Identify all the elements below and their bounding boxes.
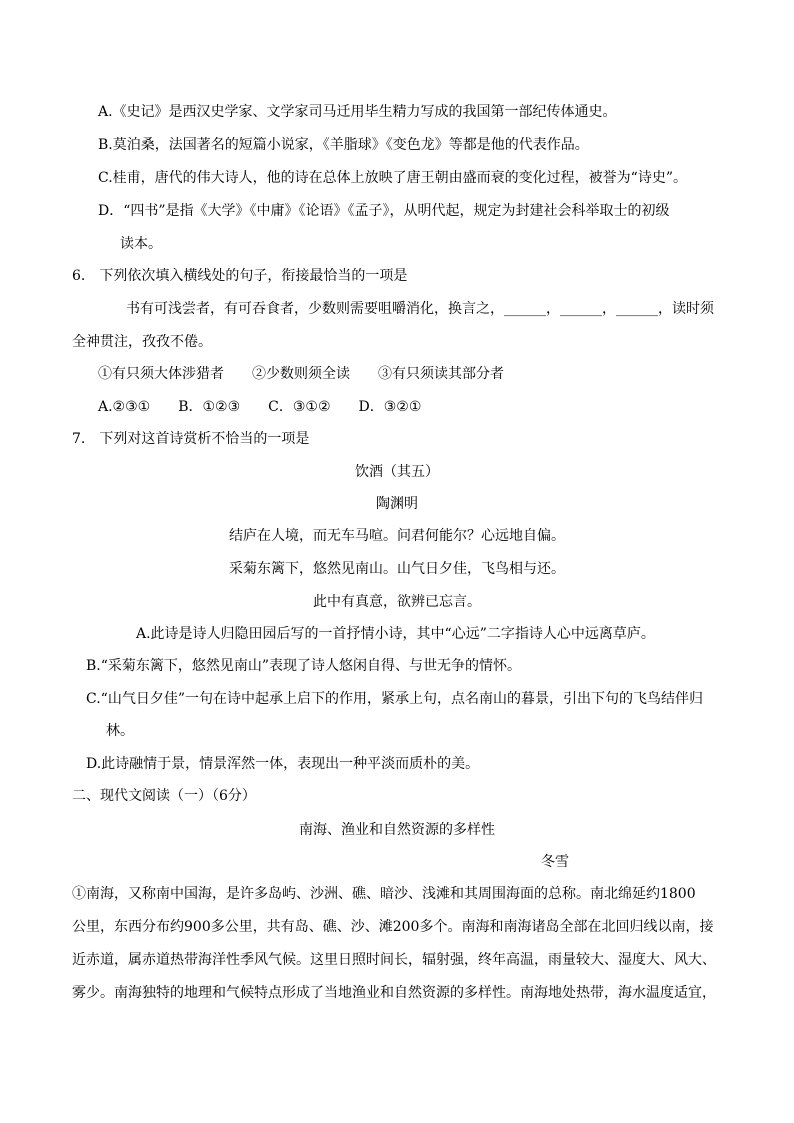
q7-stem: 7. 下列对这首诗赏析不恰当的一项是 bbox=[72, 431, 310, 447]
article-author: 冬雪 bbox=[541, 854, 569, 870]
q6-passage-line2: 全神贯注，孜孜不倦。 bbox=[72, 334, 212, 350]
paragraph-line-2: 公里，东西分布约900多公里，共有岛、礁、沙、滩200多个。南海和南海诸岛全部在北回归线以南，接 bbox=[72, 919, 714, 935]
q7-option-b: B.“采菊东篱下，悠然见南山”表现了诗人悠闲自得、与世无争的情怀。 bbox=[86, 658, 522, 674]
q6-choices: ①有只须大体涉猎者 ②少数则须全读 ③有只须读其部分者 bbox=[98, 366, 504, 382]
q5-option-d-line1: D．“四书”是指《大学》《中庸》《论语》《孟子》，从明代起，规定为封建社会科举取士的初级 bbox=[98, 203, 670, 219]
q7-option-c-line1: C.“山气日夕佳”一句在诗中起承上启下的作用，紧承上句，点名南山的暮景，引出下句的飞鸟结伴归 bbox=[86, 691, 703, 707]
q7-option-d: D.此诗融情于景，情景浑然一体，表现出一种平淡而质朴的美。 bbox=[86, 756, 480, 772]
poem-line-3: 此中有真意，欲辨已忘言。 bbox=[313, 594, 481, 610]
poem-line-2: 采菊东篱下，悠然见南山。山气日夕佳，飞鸟相与还。 bbox=[229, 561, 565, 577]
q5-option-a: A.《史记》是西汉史学家、文学家司马迁用毕生精力写成的我国第一部纪传体通史。 bbox=[98, 104, 617, 120]
q7-option-c-line2: 林。 bbox=[106, 723, 134, 739]
paragraph-line-1: ①南海，又称南中国海，是许多岛屿、沙洲、礁、暗沙、浅滩和其周围海面的总称。南北绵延约1800 bbox=[72, 886, 696, 902]
q6-options: A.②③① B．①②③ C．③①② D．③②① bbox=[98, 399, 422, 415]
section-heading: 二、现代文阅读（一）（6分） bbox=[72, 788, 256, 804]
poem-title: 饮酒（其五） bbox=[355, 464, 439, 480]
paragraph-line-3: 近赤道，属赤道热带海洋性季风气候。这里日照时间长，辐射强，终年高温，雨量较大、湿度大、风大、 bbox=[72, 952, 716, 968]
q6-stem: 6. 下列依次填入横线处的句子，衔接最恰当的一项是 bbox=[72, 268, 408, 284]
q6-passage-line1: 书有可浅尝者，有可吞食者，少数则需要咀嚼消化，换言之，______，______，______，读时须 bbox=[126, 301, 714, 317]
q7-option-a: A.此诗是诗人归隐田园后写的一首抒情小诗，其中“心远”二字指诗人心中远离草庐。 bbox=[136, 626, 655, 642]
q5-option-b: B.莫泊桑，法国著名的短篇小说家，《羊脂球》《变色龙》等都是他的代表作品。 bbox=[98, 137, 589, 153]
poem-line-1: 结庐在人境，而无车马喧。问君何能尔？心远地自偏。 bbox=[229, 528, 565, 544]
q5-option-c: C.桂甫，唐代的伟大诗人，他的诗在总体上放映了唐王朝由盛而衰的变化过程，被誉为“诗史”。 bbox=[98, 170, 687, 186]
q5-option-d-line2: 读本。 bbox=[120, 236, 162, 252]
poem-author: 陶渊明 bbox=[376, 496, 418, 512]
paragraph-line-4: 雾少。南海独特的地理和气候特点形成了当地渔业和自然资源的多样性。南海地处热带，海水温度适宜， bbox=[72, 985, 716, 1001]
article-title: 南海、渔业和自然资源的多样性 bbox=[299, 822, 495, 838]
